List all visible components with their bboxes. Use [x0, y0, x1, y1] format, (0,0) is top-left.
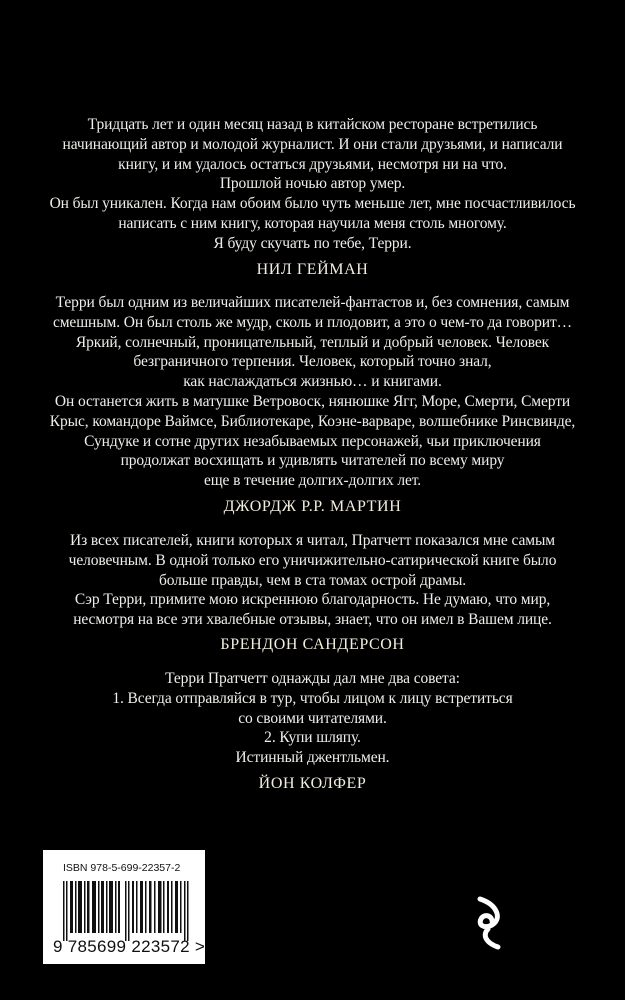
quote-gaiman: [0, 115, 625, 254]
quote-line: Крыс, командоре Ваймсе, Библиотекаре, Коэне-варваре, волшебнике Ринсвинде,: [49, 412, 576, 430]
quote-line: несмотря на все эти хвалебные отзывы, знает, что он имел в Вашем лице.: [73, 611, 552, 629]
quote-line: со своими читателями.: [238, 709, 387, 727]
isbn-barcode: [43, 850, 205, 964]
quote-line: Он останется жить в матушке Ветровоск, нянюшке Ягг, Море, Смерти, Смерти: [54, 392, 571, 410]
barcode-bars-icon: [63, 881, 191, 941]
quote-line: книгу, и им удалось остаться друзьями, несмотря ни на что.: [118, 155, 507, 173]
quote-line: Яркий, солнечный, проницательный, теплый и добрый человек. Человек: [75, 333, 550, 351]
barcode-digits: 9 785699 223572 >: [53, 937, 206, 956]
quote-line: безграничного терпения. Человек, который точно знал,: [133, 353, 492, 371]
quote-line: продолжат восхищать и удивлять читателей по всему миру: [120, 452, 505, 470]
author-gaiman: НИЛ ГЕЙМАН: [256, 261, 369, 278]
quote-line: как наслаждаться жизнью… и книгами.: [183, 373, 442, 391]
quote-line: Сундуке и сотне других незабываемых персонажей, чьи приключения: [84, 432, 541, 450]
eksmo-logo-icon: [472, 895, 508, 951]
quote-colfer: [0, 669, 625, 768]
quote-line: Тридцать лет и один месяц назад в китайском ресторане встретились: [87, 116, 538, 133]
quote-line: Терри Пратчетт однажды дал мне два совета:: [165, 670, 460, 687]
quote-line: Истинный джентльмен.: [235, 749, 390, 767]
quote-line: Прошлой ночью автор умер.: [219, 175, 406, 193]
quote-line: написать с ним книгу, которая научила меня столь многому.: [118, 214, 507, 232]
quote-line: Я буду скучать по тебе, Терри.: [213, 234, 412, 252]
author-sanderson: БРЕНДОН САНДЕРСОН: [220, 636, 405, 653]
quote-line: 2. Купи шляпу.: [264, 729, 361, 747]
quote-line: Из всех писателей, книги которых я читал, Пратчетт показался мне самым: [70, 532, 555, 549]
quote-line: еще в течение долгих-долгих лет.: [203, 472, 422, 490]
quote-martin: [0, 293, 625, 491]
quote-line: 1. Всегда отправляйся в тур, чтобы лицом к лицу встретиться: [112, 689, 513, 707]
quote-line: смешным. Он был столь же мудр, сколь и плодовит, а это о чем-то да говорит…: [52, 313, 573, 331]
quote-line: Терри был одним из величайших писателей-фантастов и, без сомнения, самым: [55, 294, 570, 311]
quote-line: Сэр Терри, примите мою искреннюю благодарность. Не думаю, что мир,: [74, 591, 551, 609]
isbn-label: ISBN 978-5-699-22357-2: [63, 862, 181, 874]
quote-line: Он был уникален. Когда нам обоим было чуть меньше лет, мне посчастливилось: [49, 195, 576, 213]
quote-line: человечным. В одной только его уничижительно-сатирической книге было: [68, 551, 557, 569]
author-colfer: ЙОН КОЛФЕР: [258, 775, 367, 792]
author-martin: ДЖОРДЖ Р.Р. МАРТИН: [223, 498, 402, 515]
quote-line: больше правды, чем в ста томах острой драмы.: [158, 571, 467, 589]
quote-sanderson: [0, 531, 625, 630]
quote-line: начинающий автор и молодой журналист. И они стали друзьями, и написали: [62, 135, 563, 153]
